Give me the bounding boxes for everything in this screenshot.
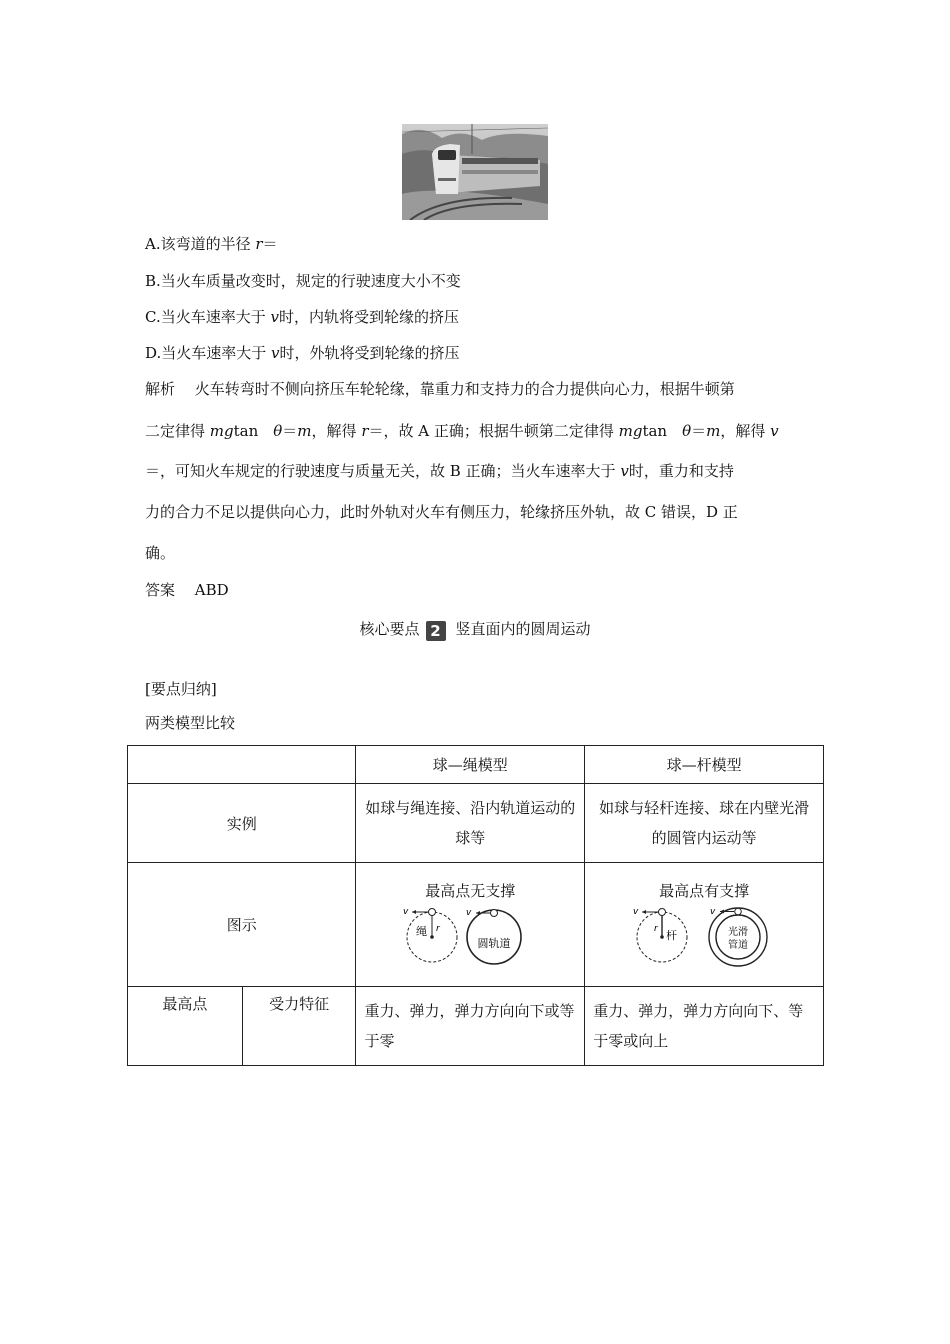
- table-row-force: [128, 987, 824, 1066]
- track-label: 圆轨道: [477, 936, 511, 950]
- section-number-badge: 2: [426, 621, 446, 641]
- analysis-line-1: 解析 火车转弯时不侧向挤压车轮轮缘，靠重力和支持力的合力提供向心力，根据牛顿第: [145, 380, 735, 398]
- pipe-v-label: v: [710, 906, 716, 917]
- analysis-line-4: 力的合力不足以提供向心力，此时外轨对火车有侧压力，轮缘挤压外轨，故 C 错误，D 正: [145, 503, 738, 521]
- option-c: C.当火车速率大于 v时，内轨将受到轮缘的挤压: [145, 308, 459, 326]
- rod-model-diagram: [624, 903, 784, 967]
- rope-diagram-cell: [356, 863, 585, 987]
- example-rope-cell: 如球与绳连接、沿内轨道运动的球等: [356, 784, 585, 863]
- diagram-label: 图示: [128, 863, 356, 987]
- comparison-table: [127, 745, 824, 1066]
- rope-v-label: v: [403, 906, 409, 917]
- pipe-label-line1: 光滑: [728, 926, 749, 938]
- answer-line: [145, 580, 229, 600]
- table-header-row: [128, 746, 824, 784]
- analysis-line-2: 二定律得 mgtan θ＝m，解得 r＝，故 A 正确；根据牛顿第二定律得 mgtan θ＝m，解得 v: [145, 422, 779, 440]
- comparison-label: 两类模型比较: [145, 714, 236, 732]
- answer-value: ABD: [194, 581, 229, 599]
- rod-diagram-cell: [585, 863, 824, 987]
- analysis-line-5: 确。: [145, 544, 176, 562]
- option-a: A.该弯道的半径 r＝: [145, 235, 278, 253]
- force-rope-cell: 重力、弹力，弹力方向向下或等于零: [356, 987, 585, 1066]
- rod-r-label: r: [654, 923, 658, 934]
- header-rod-model: 球—杆模型: [585, 746, 824, 784]
- rod-caption: 最高点有支撑: [659, 881, 750, 900]
- force-rod-cell: 重力、弹力，弹力方向向下、等于零或向上: [585, 987, 824, 1066]
- option-b: B.当火车质量改变时，规定的行驶速度大小不变: [145, 272, 461, 290]
- track-v-label: v: [466, 907, 472, 918]
- summary-label: [要点归纳]: [145, 680, 217, 698]
- rod-label: 杆: [666, 928, 678, 942]
- force-label-top: 最高点: [128, 987, 243, 1066]
- analysis-label: 解析: [145, 380, 176, 398]
- header-rope-model: 球—绳模型: [356, 746, 585, 784]
- example-label: 实例: [128, 784, 356, 863]
- rope-label: 绳: [416, 924, 428, 938]
- rope-r-label: r: [436, 923, 441, 934]
- option-d: D.当火车速率大于 v时，外轨将受到轮缘的挤压: [145, 344, 460, 362]
- table-row-diagram: [128, 863, 824, 987]
- rope-model-diagram: [400, 903, 540, 967]
- rope-caption: 最高点无支撑: [425, 881, 516, 900]
- answer-label: 答案: [145, 581, 176, 599]
- rod-v-label: v: [633, 906, 639, 917]
- train-photo: [402, 124, 548, 220]
- analysis-line-3: ＝，可知火车规定的行驶速度与质量无关，故 B 正确；当火车速率大于 v时，重力和支持: [145, 462, 734, 480]
- section-title: 核心要点 2 竖直面内的圆周运动: [359, 620, 591, 640]
- pipe-label-line2: 管道: [728, 939, 749, 951]
- force-label-feature: 受力特征: [242, 987, 356, 1066]
- header-empty-cell: [128, 746, 356, 784]
- example-rod-cell: 如球与轻杆连接、球在内壁光滑的圆管内运动等: [585, 784, 824, 863]
- table-row-example: [128, 784, 824, 863]
